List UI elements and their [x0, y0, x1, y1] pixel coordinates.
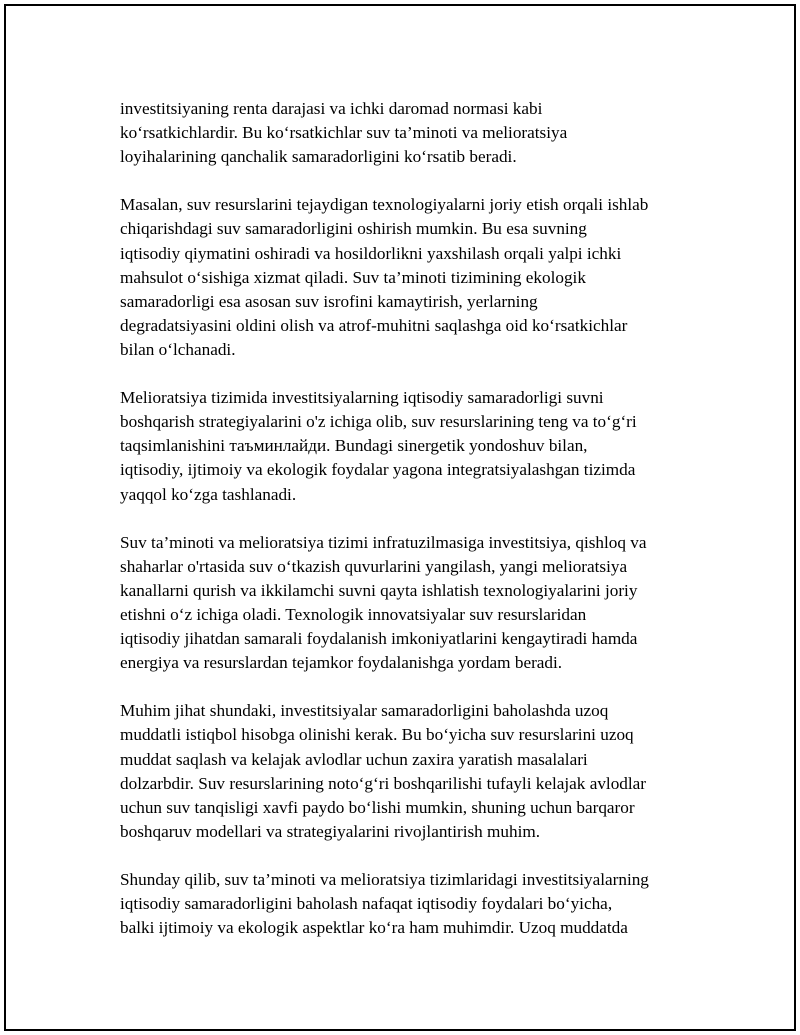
text-line: energiya va resurslardan tejamkor foydalanishga yordam beradi.	[120, 653, 563, 673]
text-line: Masalan, suv resurslarini tejaydigan texnologiyalarni joriy etish orqali ishlab	[120, 195, 649, 215]
text-line: iqtisodiy qiymatini oshiradi va hosildorlikni yaxshilash orqali yalpi ichki	[120, 243, 622, 263]
text-line: iqtisodiy samaradorligini baholash nafaqat iqtisodiy foydalari bo‘yicha,	[120, 894, 613, 914]
text-line: boshqaruv modellari va strategiyalarini rivojlantirish muhim.	[120, 821, 541, 841]
paragraph-3	[120, 386, 710, 506]
text-line: taqsimlanishini таъминлайди. Bundagi sinergetik yondoshuv bilan,	[120, 436, 588, 456]
paragraph-5	[120, 699, 710, 844]
text-line: Muhim jihat shundaki, investitsiyalar samaradorligini baholashda uzoq	[120, 701, 609, 721]
text-line: samaradorligi esa asosan suv isrofini kamaytirish, yerlarning	[120, 291, 538, 311]
text-line: yaqqol ko‘zga tashlanadi.	[120, 484, 297, 504]
text-line: muddatli istiqbol hisobga olinishi kerak. Bu bo‘yicha suv resurslarini uzoq	[120, 725, 634, 745]
text-line: shaharlar o'rtasida suv o‘tkazish quvurlarini yangilash, yangi melioratsiya	[120, 556, 628, 576]
text-line: Shunday qilib, suv ta’minoti va melioratsiya tizimlaridagi investitsiyalarning	[120, 870, 649, 889]
text-line: investitsiyaning renta darajasi va ichki daromad normasi kabi	[120, 99, 543, 118]
paragraph-6	[120, 868, 710, 940]
text-line: boshqarish strategiyalarini o'z ichiga olib, suv resurslarining teng va to‘g‘ri	[120, 412, 637, 432]
text-line: kanallarni qurish va ikkilamchi suvni qayta ishlatish texnologiyalarini joriy	[120, 580, 638, 600]
text-line: degradatsiyasini oldini olish va atrof-muhitni saqlashga oid ko‘rsatkichlar	[120, 315, 628, 335]
text-line: bilan o‘lchanadi.	[120, 339, 236, 359]
text-line: iqtisodiy jihatdan samarali foydalanish imkoniyatlarini kengaytiradi hamda	[120, 629, 638, 649]
text-line: muddat saqlash va kelajak avlodlar uchun zaxira yaratish masalalari	[120, 749, 588, 769]
text-line: uchun suv tanqisligi xavfi paydo bo‘lishi mumkin, shuning uchun barqaror	[120, 797, 635, 817]
paragraph-2	[120, 193, 710, 362]
document-body	[120, 97, 710, 964]
paragraph-4	[120, 531, 710, 676]
text-line: Melioratsiya tizimida investitsiyalarning iqtisodiy samaradorligi suvni	[120, 388, 604, 408]
text-line: balki ijtimoiy va ekologik aspektlar ko‘ra ham muhimdir. Uzoq muddatda	[120, 918, 628, 938]
text-line: mahsulot o‘sishiga xizmat qiladi. Suv ta’minoti tizimining ekologik	[120, 267, 586, 287]
paragraph-1	[120, 97, 710, 169]
text-line: loyihalarining qanchalik samaradorligini ko‘rsatib beradi.	[120, 147, 517, 167]
text-line: iqtisodiy, ijtimoiy va ekologik foydalar yagona integratsiyalashgan tizimda	[120, 460, 636, 480]
text-line: Suv ta’minoti va melioratsiya tizimi infratuzilmasiga investitsiya, qishloq va	[120, 532, 647, 552]
text-line: ko‘rsatkichlardir. Bu ko‘rsatkichlar suv ta’minoti va melioratsiya	[120, 123, 568, 143]
page-frame	[4, 4, 796, 1031]
text-line: chiqarishdagi suv samaradorligini oshirish mumkin. Bu esa suvning	[120, 219, 587, 239]
text-line: etishni o‘z ichiga oladi. Texnologik innovatsiyalar suv resurslaridan	[120, 604, 587, 624]
text-line: dolzarbdir. Suv resurslarining noto‘g‘ri boshqarilishi tufayli kelajak avlodlar	[120, 773, 647, 793]
